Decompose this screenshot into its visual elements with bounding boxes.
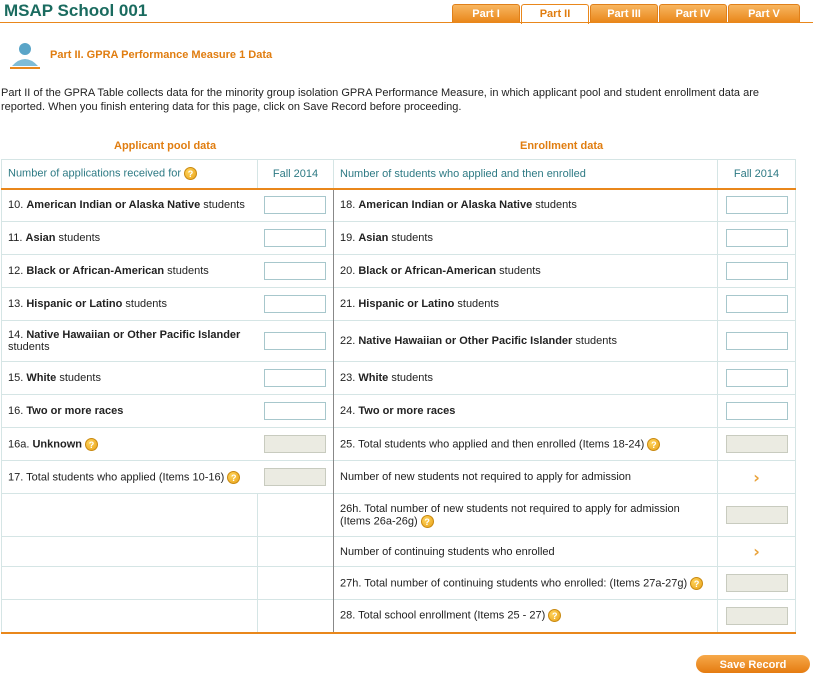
- applicant-row-label: 13. Hispanic or Latino students: [2, 288, 258, 321]
- enrollment-row-label: 25. Total students who applied and then enrolled (Items 18-24) ?: [334, 428, 718, 461]
- table-row: [2, 395, 796, 428]
- table-header-row: [2, 160, 796, 189]
- enrollment-input-cell: [718, 189, 796, 222]
- applicant-input-cell: [258, 321, 334, 362]
- tab-part-5[interactable]: Part V: [728, 4, 800, 23]
- table-row: [2, 321, 796, 362]
- help-icon[interactable]: ?: [184, 167, 197, 180]
- table-row: [2, 362, 796, 395]
- intro-text: Part II of the GPRA Table collects data for the minority group isolation GPRA Performance Measure, in which applicant pool and student enrollment data are reported. When you finish entering data for this page, click on Save Record before proceeding.: [1, 87, 759, 113]
- enrollment-input-cell: [718, 600, 796, 633]
- enrollment-input-25: [726, 435, 788, 453]
- enrollment-input-cell: [718, 255, 796, 288]
- applicant-pool-heading: Applicant pool data: [114, 140, 217, 152]
- applicant-input-15[interactable]: [264, 369, 326, 387]
- applicant-input-cell: [258, 288, 334, 321]
- enrollment-input-cell: [718, 567, 796, 600]
- part-title: Part II. GPRA Performance Measure 1 Data: [50, 49, 273, 61]
- empty-cell: [258, 494, 334, 537]
- enrollment-row-label: 23. White students: [334, 362, 718, 395]
- expand-cell: [718, 537, 796, 567]
- chevron-right-icon[interactable]: ›: [753, 467, 760, 487]
- applicant-input-cell: [258, 362, 334, 395]
- applicant-input-cell: [258, 428, 334, 461]
- gpra-table: [1, 159, 796, 634]
- enrollment-column-header: Number of students who applied and then enrolled: [334, 160, 718, 189]
- applicant-input-cell: [258, 395, 334, 428]
- enrollment-input-24[interactable]: [726, 402, 788, 420]
- enrollment-input-cell: [718, 362, 796, 395]
- help-icon[interactable]: ?: [690, 577, 703, 590]
- enrollment-input-cell: [718, 288, 796, 321]
- new-students-link[interactable]: Number of new students not required to apply for admission: [334, 461, 718, 494]
- help-icon[interactable]: ?: [85, 438, 98, 451]
- school-title: MSAP School 001: [4, 1, 148, 20]
- empty-cell: [258, 567, 334, 600]
- applicant-row-label: 16. Two or more races: [2, 395, 258, 428]
- person-icon: [8, 40, 42, 72]
- enrollment-input-cell: [718, 395, 796, 428]
- save-record-button[interactable]: Save Record: [696, 655, 810, 673]
- applicant-row-label: 12. Black or African-American students: [2, 255, 258, 288]
- chevron-right-icon[interactable]: ›: [753, 542, 760, 561]
- table-row: [2, 189, 796, 222]
- continuing-students-link[interactable]: Number of continuing students who enrolled: [334, 537, 718, 567]
- empty-cell: [2, 600, 258, 633]
- enrollment-period-header: Fall 2014: [718, 160, 796, 189]
- applicant-input-11[interactable]: [264, 229, 326, 247]
- empty-cell: [258, 600, 334, 633]
- tab-part-3[interactable]: Part III: [590, 4, 658, 23]
- tab-underline: [0, 22, 813, 23]
- enrollment-row-label: 20. Black or African-American students: [334, 255, 718, 288]
- applicant-input-16a: [264, 435, 326, 453]
- tab-part-4[interactable]: Part IV: [659, 4, 727, 23]
- applicant-input-cell: [258, 222, 334, 255]
- applicant-row-label: 17. Total students who applied (Items 10-16) ?: [2, 461, 258, 494]
- applicant-row-label: 11. Asian students: [2, 222, 258, 255]
- applicant-period-header: Fall 2014: [258, 160, 334, 189]
- applicant-input-12[interactable]: [264, 262, 326, 280]
- applicant-input-13[interactable]: [264, 295, 326, 313]
- enrollment-input-28: [726, 607, 788, 625]
- expand-cell: [718, 461, 796, 494]
- enrollment-row-label: 28. Total school enrollment (Items 25 - 27) ?: [334, 600, 718, 633]
- table-row: [2, 600, 796, 633]
- enrollment-input-27h: [726, 574, 788, 592]
- enrollment-input-cell: [718, 494, 796, 537]
- empty-cell: [2, 537, 258, 567]
- tab-part-1[interactable]: Part I: [452, 4, 520, 23]
- empty-cell: [2, 494, 258, 537]
- enrollment-row-label: 27h. Total number of continuing students who enrolled: (Items 27a-27g) ?: [334, 567, 718, 600]
- applications-column-header: Number of applications received for ?: [2, 160, 258, 189]
- enrollment-row-label: 18. American Indian or Alaska Native students: [334, 189, 718, 222]
- enrollment-input-19[interactable]: [726, 229, 788, 247]
- table-row: [2, 537, 796, 567]
- applicant-row-label: 16a. Unknown ?: [2, 428, 258, 461]
- tab-part-2[interactable]: Part II: [521, 4, 589, 24]
- part-tabs: [452, 4, 801, 24]
- help-icon[interactable]: ?: [227, 471, 240, 484]
- table-row: [2, 288, 796, 321]
- applicant-input-16[interactable]: [264, 402, 326, 420]
- applicant-row-label: 10. American Indian or Alaska Native students: [2, 189, 258, 222]
- table-row: [2, 494, 796, 537]
- applicant-input-17: [264, 468, 326, 486]
- table-row: [2, 222, 796, 255]
- applicant-row-label: 15. White students: [2, 362, 258, 395]
- enrollment-row-label: 19. Asian students: [334, 222, 718, 255]
- table-row: [2, 461, 796, 494]
- enrollment-row-label: 21. Hispanic or Latino students: [334, 288, 718, 321]
- enrollment-input-cell: [718, 428, 796, 461]
- applicant-input-14[interactable]: [264, 332, 326, 350]
- empty-cell: [258, 537, 334, 567]
- applicant-input-10[interactable]: [264, 196, 326, 214]
- enrollment-input-22[interactable]: [726, 332, 788, 350]
- help-icon[interactable]: ?: [647, 438, 660, 451]
- table-row: [2, 255, 796, 288]
- table-row: [2, 428, 796, 461]
- enrollment-input-18[interactable]: [726, 196, 788, 214]
- help-icon[interactable]: ?: [548, 609, 561, 622]
- table-row: [2, 567, 796, 600]
- enrollment-input-21[interactable]: [726, 295, 788, 313]
- applicant-input-cell: [258, 461, 334, 494]
- enrollment-row-label: 24. Two or more races: [334, 395, 718, 428]
- enrollment-input-20[interactable]: [726, 262, 788, 280]
- empty-cell: [2, 567, 258, 600]
- applicant-input-cell: [258, 255, 334, 288]
- enrollment-input-23[interactable]: [726, 369, 788, 387]
- enrollment-row-label: 26h. Total number of new students not required to apply for admission (Items 26a-26g) ?: [334, 494, 718, 537]
- enrollment-input-cell: [718, 321, 796, 362]
- applicant-input-cell: [258, 189, 334, 222]
- applicant-row-label: 14. Native Hawaiian or Other Pacific Islander students: [2, 321, 258, 362]
- enrollment-heading: Enrollment data: [520, 140, 604, 152]
- enrollment-row-label: 22. Native Hawaiian or Other Pacific Islander students: [334, 321, 718, 362]
- enrollment-input-cell: [718, 222, 796, 255]
- enrollment-input-26h: [726, 506, 788, 524]
- help-icon[interactable]: ?: [421, 515, 434, 528]
